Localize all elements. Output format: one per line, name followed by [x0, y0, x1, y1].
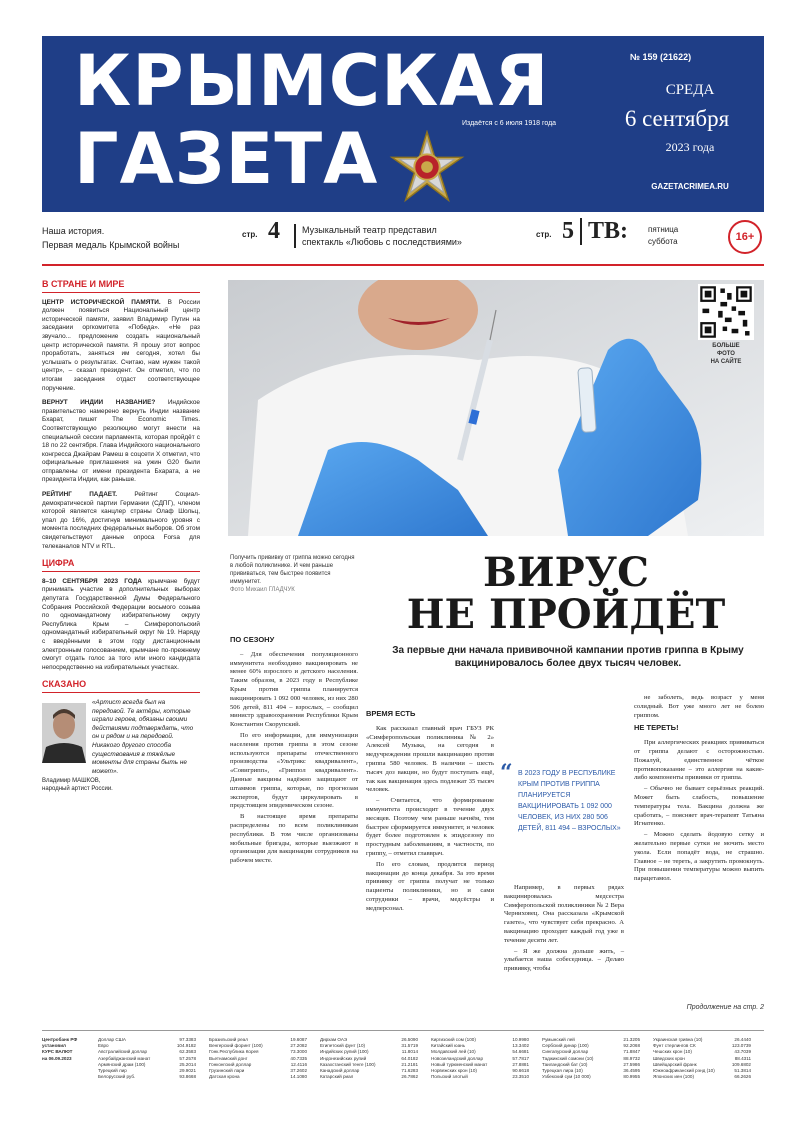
news-item	[42, 399, 200, 485]
article-lede: За первые дни начала прививочной кампании против гриппа в Крыму вакцинировалось более двух тысяч человек.	[392, 645, 744, 669]
issue-number: № 159 (21622)	[630, 52, 692, 62]
news-item-text: Рейтинг Социал-демократической партии Германии (СДПГ), членом которой является канцлер страны Олаф Шольц, упал до 16%, достигнув минимального уровня с момента последних федеральных выборов. Об этом свидетельствуют данные опроса Forsa для телеканалов NTV и RTL.	[42, 491, 200, 550]
currency-value: 14.1080	[290, 1074, 307, 1080]
tv-day: суббота	[648, 237, 678, 246]
currency-name: Доллар США	[98, 1037, 126, 1042]
paragraph: – Считается, что формирование иммунитета происходит в течение двух месяцев. Поэтому чем раньше начнём, тем быстрее сформируется иммунитет, и человек будет более подготовлен к эпидсезону по простудным заболеваниям, в частности, по гриппу, – отметил главврач.	[366, 797, 494, 857]
quote-mark-icon: “	[500, 760, 513, 786]
qr-caption-line: ФОТО	[717, 351, 735, 357]
qr-caption-line: НА САЙТЕ	[710, 359, 742, 365]
currency-value: 123.0739	[731, 1043, 751, 1049]
currency-name: Новозеландский доллар	[431, 1055, 483, 1061]
currency-name: Шведских крон	[653, 1055, 685, 1061]
currency-value: 73.3000	[290, 1049, 307, 1055]
currency-name: Венгерский форинт (100)	[209, 1043, 263, 1049]
news-item-text: В России должен появиться Национальный центр исторической памяти, заявил Владимир Путин на заседании оргкомитета «Победа». «Не раз звучало... предложение создать национальный центр исторической памяти. Я прошу этот вопрос проработать, заняться им сегодня, хотел бы услышать о результатах. Считаю, нам нужен такой центр», – сказал президент. Он отметил, что по итогам заседания отдаст соответствующее поручение.	[42, 298, 200, 392]
masthead-since: Издаётся с 6 июля 1918 года	[462, 120, 557, 127]
age-rating-badge: 16+	[728, 220, 762, 254]
currency-name: Армянский драм (100)	[98, 1061, 146, 1067]
subheading: ПО СЕЗОНУ	[230, 635, 275, 644]
currency-name: Турецкая лира (10)	[542, 1068, 583, 1074]
currency-name: Киргизский сом (100)	[431, 1037, 476, 1042]
quote-text: «Артист всегда был на передовой. Те актёры, которые играли героев, обязаны своими действиями подтверждать, что он и рядом и на передовой. Никакого другого способа существования в тяжёлые моменты для страны быть не может».	[92, 698, 194, 775]
currency-name: Норвежских крон (10)	[431, 1068, 477, 1074]
article-column-4	[634, 694, 764, 886]
currency-value: 11.8014	[401, 1049, 418, 1055]
rates-column	[653, 1037, 751, 1080]
headline-line2: НЕ ПРОЙДЁТ	[406, 591, 726, 638]
rates-column	[542, 1037, 640, 1080]
rates-heading-line: на 06.09.2023	[42, 1055, 72, 1061]
rates-heading-line: КУРС ВАЛЮТ	[42, 1049, 73, 1055]
currency-name: Канадский доллар	[320, 1068, 360, 1074]
headline-line1: ВИРУС	[483, 549, 649, 596]
news-item	[42, 491, 200, 551]
paragraph: Например, в первых рядах вакцинировалась медсестра Симферопольской поликлиники № 2 Вера Черниховец. Она рассказала «Крымской газете», что чувствует себя прекрасно. А вакцинацию проходит каждый год уже в течение десяти лет.	[504, 884, 624, 944]
rates-heading-line: установил	[42, 1043, 66, 1049]
currency-name: Датская крона	[209, 1074, 240, 1080]
website-link[interactable]: GAZETACRIMEA.RU	[651, 182, 729, 191]
article-column-3	[504, 884, 624, 976]
currency-name: Австралийский доллар	[98, 1049, 148, 1055]
figure-item	[42, 578, 200, 673]
currency-name: Чешских крон (10)	[653, 1049, 692, 1055]
paragraph: – Для обеспечения популяционного иммунитета необходимо вакцинировать не менее 60% взрослого и детского населения. Таким образом, в 2023 году в Республике Крым против гриппа планируется вакцинировать 1 092 000 человек, из них 280 506 детей, 811 494 – взрослых, – сообщил министр здравоохранения Республики Крым Константин Скорупский.	[230, 650, 358, 729]
quote-author-role: народный артист России.	[42, 785, 113, 792]
currency-value: 62.3583	[179, 1049, 196, 1055]
currency-value: 13.3402	[512, 1043, 529, 1049]
paragraph: – Я же должна дольше жить, – улыбается наша собеседница. – Делаю прививку, чтобы	[504, 947, 624, 973]
teaser-theatre[interactable]	[294, 224, 524, 248]
currency-value: 80.9955	[623, 1074, 640, 1080]
page-label: стр.	[536, 230, 552, 239]
teaser-history-line2: Первая медаль Крымской войны	[42, 240, 180, 250]
currency-value: 25.2014	[179, 1061, 196, 1067]
currency-value: 26.5090	[401, 1037, 418, 1042]
paragraph: При аллергических реакциях прививаться от гриппа делают с осторожностью. Пожалуй, единственное чёткое противопоказание – это аллергия на какие-либо компоненты прививки от гриппа.	[634, 739, 764, 782]
paragraph: – Можно сделать йодовую сетку и желательно первые сутки не мочить место укола. Если попадёт вода, не страшно. Главное – не тереть, а закрутить промокнуть. При повышении температуры можно выпить парацетамол.	[634, 831, 764, 883]
teaser-theatre-line2: спектакль «Любовь с последствиями»	[302, 237, 462, 247]
tv-days	[648, 224, 678, 248]
teaser-theatre-line1: Музыкальный театр представил	[302, 225, 437, 235]
photo-caption	[230, 554, 358, 594]
article-column-2	[366, 706, 494, 916]
paragraph: – Обычно не бывает серьёзных реакций. Может быть слабость, повышение температуры тела. Вакцина должна же сработать, – поясняет врач-терапевт Татьяна Игнатенко.	[634, 785, 764, 828]
currency-name: Таджикский сомони (10)	[542, 1055, 594, 1061]
section-heading: В СТРАНЕ И МИРЕ	[42, 280, 200, 293]
currency-rates	[42, 1030, 764, 1094]
page-number: 4	[268, 218, 280, 244]
currency-name: Индонезийских рупий	[320, 1055, 367, 1061]
currency-value: 12.4116	[290, 1061, 307, 1067]
issue-weekday: СРЕДА	[665, 82, 715, 98]
currency-value: 29.9021	[179, 1068, 196, 1074]
paragraph: Как рассказал главный врач ГБУЗ РК «Симферопольская поликлиника № 2» Алексей Музыка, на сегодня в медучреждении прошли вакцинацию против гриппа 580 человек. В наличии – шесть тысяч доз вакцин, но будут поступать ещё, так как вакцинация здесь подлежат 35 тысяч человек.	[366, 724, 494, 794]
currency-value: 109.6802	[731, 1061, 751, 1067]
currency-value: 10.9980	[512, 1037, 529, 1042]
teaser-history-line1: Наша история.	[42, 226, 105, 236]
currency-name: Казахстанский тенге (100)	[320, 1061, 376, 1067]
currency-value: 27.5986	[623, 1061, 640, 1067]
issue-year: 2023 года	[665, 140, 715, 154]
currency-name: Узбекский сум (10 000)	[542, 1074, 591, 1080]
currency-value: 40.7335	[290, 1055, 307, 1061]
masthead-title-line1: КРЫМСКАЯ	[74, 40, 550, 122]
currency-value: 21.2181	[401, 1061, 418, 1067]
currency-name: Польский злотый	[431, 1074, 468, 1080]
rate-row	[431, 1074, 529, 1080]
currency-name: Евро	[98, 1043, 109, 1049]
currency-value: 57.2578	[179, 1055, 196, 1061]
figure-item-text: крымчане будут принимать участие в дополнительных выборах депутата Государственной Думы Федерального Собрания Российской Федерации восьмого созыва по одномандатному избирательному округу Республика Крым – Симферопольский одномандатный избирательный округ № 19. Наряду с введёнными в этом году дистанционным электронным голосованием, крымчане по-прежнему смогут отдать голос за того или иного кандидата непосредственно на избирательных участках.	[42, 577, 201, 671]
currency-value: 23.3510	[512, 1074, 529, 1080]
section-heading: ЦИФРА	[42, 559, 200, 572]
rate-row	[653, 1074, 751, 1080]
news-item-head: РЕЙТИНГ ПАДАЕТ.	[42, 491, 118, 499]
masthead-title-line2: ГАЗЕТА	[74, 118, 379, 200]
currency-value: 90.6618	[512, 1068, 529, 1074]
currency-name: Дирхам ОАЭ	[320, 1037, 348, 1042]
paragraph: не заболеть, ведь возраст у меня солидный. Вот уже много лет не болею гриппом.	[634, 694, 764, 719]
currency-name: Китайский юань	[431, 1043, 466, 1049]
currency-value: 21.3205	[623, 1037, 640, 1042]
currency-name: Японских иен (100)	[653, 1074, 695, 1080]
paragraph: В настоящее время препараты распределены по всем поликлиникам республики. В том числе организованы мобильные бригады, которые выезжают в организации для вакцинации сотрудников на рабочем месте.	[230, 813, 358, 865]
currency-name: Новый туркменский манат	[431, 1061, 488, 1067]
currency-value: 93.8668	[179, 1074, 196, 1080]
currency-value: 26.4440	[734, 1037, 751, 1042]
rates-heading-line: Центробанк РФ	[42, 1037, 78, 1042]
rate-row	[209, 1074, 307, 1080]
continued-link[interactable]: Продолжение на стр. 2	[686, 1004, 764, 1011]
photo-caption-text: Получить прививку от гриппа можно сегодня в любой поликлинике. И чем раньше прививаться, тем быстрее появится иммунитет.	[230, 555, 355, 585]
news-item-text: Индийское правительство намерено вернуть Индии название Бхарат, пишет The Economic Times. Соответствующую резолюцию могут внести на специальной сессии парламента, которая пройдёт с 18 по 22 сентября. Глава Индийского национального конгресса Джайрам Рамеш в соцсети X отметил, что официальные приглашения на ужин G20 были отправлены от имени президента Бхарата, а не президента Индии, как раньше.	[42, 399, 200, 484]
teaser-history[interactable]	[42, 224, 232, 252]
currency-name: Азербайджанский манат	[98, 1055, 151, 1061]
teasers-bar	[42, 216, 764, 262]
photo-credit: Фото Михаил ГЛАДЧУК	[230, 587, 295, 593]
currency-name: Южноафриканский рэнд (10)	[653, 1068, 715, 1074]
currency-name: Грузинский лари	[209, 1068, 245, 1074]
qr-caption	[688, 342, 764, 366]
news-item-head: ВЕРНУТ ИНДИИ НАЗВАНИЕ?	[42, 399, 156, 407]
currency-value: 92.2068	[623, 1043, 640, 1049]
currency-name: Вьетнамский донг	[209, 1055, 248, 1061]
currency-value: 88.9732	[623, 1055, 640, 1061]
rate-row	[542, 1074, 640, 1080]
currency-name: Индийских рупий (100)	[320, 1049, 369, 1055]
quote-block	[42, 699, 200, 773]
rates-column	[320, 1037, 418, 1080]
article-headline	[368, 549, 764, 638]
currency-name: Гонк.Республика Корея	[209, 1049, 259, 1055]
currency-value: 66.2626	[734, 1074, 751, 1080]
currency-name: Бразильский реал	[209, 1037, 248, 1042]
currency-value: 31.5719	[401, 1043, 418, 1049]
currency-value: 26.7862	[401, 1074, 418, 1080]
currency-value: 88.4311	[734, 1055, 751, 1061]
currency-value: 27.2082	[290, 1043, 307, 1049]
currency-name: Египетский фунт (10)	[320, 1043, 366, 1049]
currency-name: Катарский риал	[320, 1074, 354, 1080]
issue-date: 6 сентября	[624, 106, 730, 131]
tv-day: пятница	[648, 225, 679, 234]
quote-signature	[42, 777, 200, 793]
left-column	[42, 280, 200, 793]
rates-column	[98, 1037, 196, 1080]
currency-name: Белорусский руб.	[98, 1074, 136, 1080]
currency-value: 51.3814	[734, 1068, 751, 1074]
currency-name: Сербский динар (100)	[542, 1043, 589, 1049]
currency-name: Украинская гривна (10)	[653, 1037, 703, 1042]
currency-value: 54.6681	[512, 1049, 529, 1055]
currency-value: 97.3383	[179, 1037, 196, 1042]
subheading: ВРЕМЯ ЕСТЬ	[366, 709, 416, 718]
currency-value: 104.9182	[176, 1043, 196, 1049]
currency-name: Таиландский бат (10)	[542, 1061, 588, 1067]
rates-column	[209, 1037, 307, 1080]
portrait-photo	[42, 703, 86, 763]
news-item-head: ЦЕНТР ИСТОРИЧЕСКОЙ ПАМЯТИ.	[42, 298, 161, 306]
paragraph: По его словам, продлится период вакцинации до конца декабря. За это время прививку от гриппа получат не только пациенты поликлиники, но и сами сотрудники – врачи, медсёстры и медперсонал.	[366, 860, 494, 912]
news-item	[42, 299, 200, 394]
rate-row	[320, 1074, 418, 1080]
currency-value: 19.6087	[290, 1037, 307, 1042]
currency-name: Турецкий лир	[98, 1068, 127, 1074]
masthead	[42, 36, 764, 212]
currency-value: 27.8881	[512, 1061, 529, 1067]
currency-value: 57.7817	[512, 1055, 529, 1061]
section-heading: СКАЗАНО	[42, 680, 200, 693]
article-column-1	[230, 632, 358, 868]
page-label: стр.	[242, 230, 258, 239]
rate-row	[98, 1074, 196, 1080]
pull-quote: В 2023 ГОДУ В РЕСПУБЛИКЕ КРЫМ ПРОТИВ ГРИППА ПЛАНИРУЕТСЯ ВАКЦИНИРОВАТЬ 1 092 000 ЧЕЛОВЕК, ИЗ НИХ 280 506 ДЕТЕЙ, 811 494 – ВЗРОСЛЫХ»	[518, 770, 621, 832]
qr-caption-line: БОЛЬШЕ	[712, 343, 740, 349]
page-number: 5	[562, 218, 574, 244]
currency-name: Фунт стерлингов СК	[653, 1043, 696, 1049]
currency-name: Гонконгский доллар	[209, 1061, 252, 1067]
currency-value: 37.2602	[290, 1068, 307, 1074]
tv-label[interactable]: ТВ:	[580, 218, 628, 245]
figure-item-head: 8–10 СЕНТЯБРЯ 2023 ГОДА	[42, 577, 142, 585]
currency-value: 36.4595	[623, 1068, 640, 1074]
currency-name: Румынский лей	[542, 1037, 575, 1042]
rates-column	[431, 1037, 529, 1080]
qr-code[interactable]	[698, 284, 754, 340]
paragraph: По его информации, для иммунизации населения против гриппа в этом сезоне используются препараты отечественного производства «Ультрикс квадривалент», «Совигрипп», «Гриппол квадривалент». Данные вакцины надёжно защищают от штаммов гриппа, которые, по прогнозам экспертов, будут циркулировать в предстоящем эпидемическом сезоне.	[230, 731, 358, 810]
subheading: НЕ ТЕРЕТЬ!	[634, 723, 679, 733]
order-medal-icon	[388, 130, 466, 208]
currency-name: Сингапурский доллар	[542, 1049, 589, 1055]
currency-name: Молдавский лей (10)	[431, 1049, 476, 1055]
currency-value: 71.6283	[401, 1068, 418, 1074]
main-photo	[228, 280, 764, 536]
quote-author: Владимир МАШКОВ,	[42, 777, 101, 784]
currency-value: 43.7039	[734, 1049, 751, 1055]
currency-value: 64.0182	[401, 1055, 418, 1061]
currency-name: Швейцарский франк	[653, 1061, 697, 1067]
divider	[42, 264, 764, 266]
rates-heading	[42, 1037, 92, 1062]
currency-value: 71.8847	[623, 1049, 640, 1055]
